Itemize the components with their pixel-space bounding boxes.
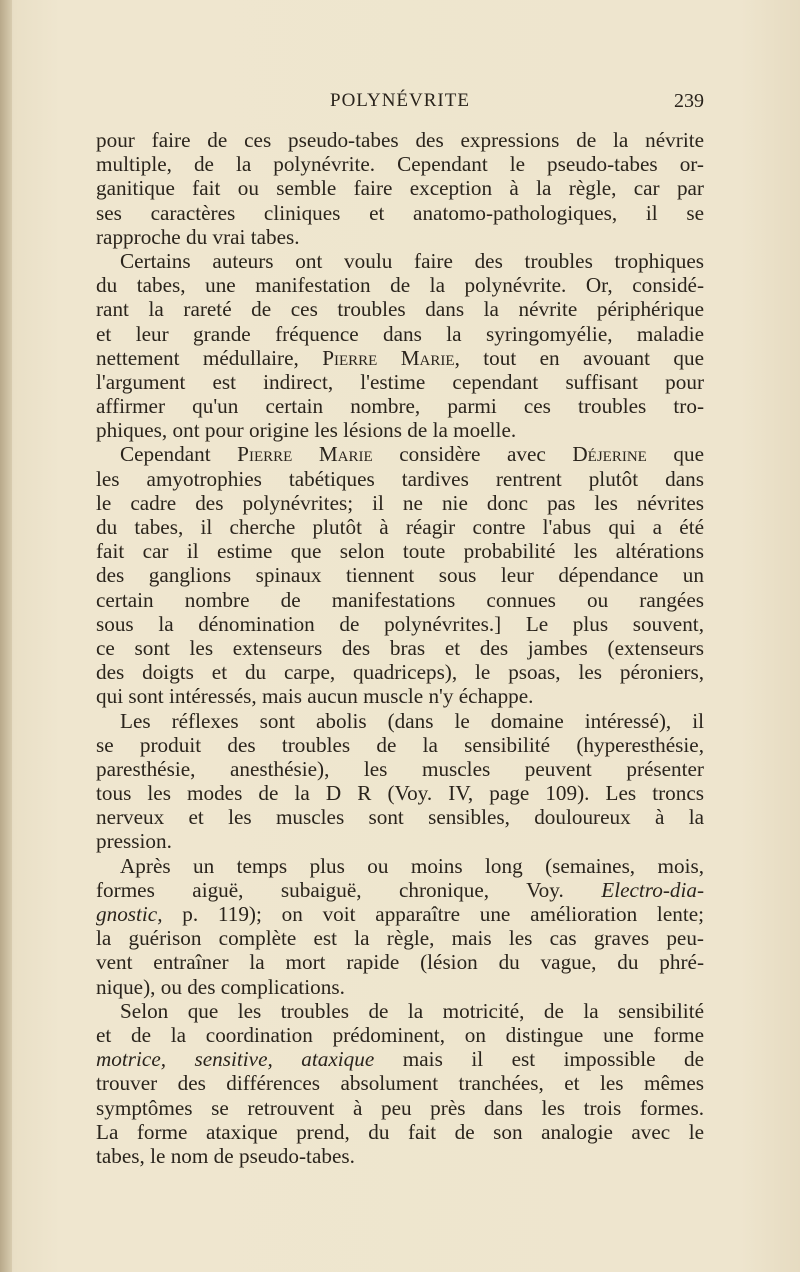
text-line: pression. <box>96 829 172 854</box>
text-line: les amyotrophies tabétiques tardives rentrent plutôt dans <box>96 466 704 491</box>
form-names: motrice, sensitive, ataxique <box>96 1047 375 1072</box>
reference-title: gnostic, <box>96 902 163 926</box>
text-line: La forme ataxique prend, du fait de son analogie avec le <box>96 1119 704 1144</box>
text-line: Selon que les troubles de la motricité, de la sensibilité <box>120 998 704 1023</box>
text-line: ce sont les extenseurs des bras et des jambes (extenseurs <box>96 635 704 660</box>
text-line: qui sont intéressés, mais aucun muscle n'y échappe. <box>96 684 534 709</box>
text-line: fait car il estime que selon toute probabilité les altérations <box>96 539 704 564</box>
page-number: 239 <box>674 90 704 112</box>
text-line: formes aiguë, subaiguë, chronique, Voy. Electro-dia- <box>96 877 705 902</box>
text-line: vent entraîner la mort rapide (lésion du vague, du phré- <box>96 950 704 975</box>
text-line: certain nombre de manifestations connues ou rangées <box>96 587 704 612</box>
running-title: POLYNÉVRITE <box>330 90 470 111</box>
text-line: ses caractères cliniques et anatomo-pathologiques, il se <box>96 200 704 225</box>
text-line: l'argument est indirect, l'estime cependant suffisant pour <box>96 369 704 394</box>
reference-title: Electro-dia- <box>601 877 705 902</box>
text-line: trouver des différences absolument tranchées, et les mêmes <box>96 1071 704 1096</box>
body-text <box>96 128 704 1168</box>
text-line: des doigts et du carpe, quadriceps), le psoas, les péroniers, <box>96 660 704 685</box>
text-line: le cadre des polynévrites; il ne nie donc pas les névrites <box>96 490 704 515</box>
page-gutter <box>0 0 12 1272</box>
text-line: des ganglions spinaux tiennent sous leur dépendance un <box>96 563 704 588</box>
text-line: et leur grande fréquence dans la syringomyélie, maladie <box>96 321 704 346</box>
text-line: sous la dénomination de polynévrites.] Le plus souvent, <box>96 611 704 636</box>
text-line: nerveux et les muscles sont sensibles, douloureux à la <box>96 805 704 830</box>
text-line: symptômes se retrouvent à peu près dans les trois formes. <box>96 1095 704 1120</box>
text-line: Les réflexes sont abolis (dans le domaine intéressé), il <box>120 708 704 733</box>
text-line: affirmer qu'un certain nombre, parmi ces troubles tro- <box>96 394 704 419</box>
text-line: rapproche du vrai tabes. <box>96 224 300 249</box>
author-name: Pierre Marie <box>237 442 373 467</box>
page-header <box>96 90 704 118</box>
text-line: multiple, de la polynévrite. Cependant le pseudo-tabes or- <box>96 152 704 177</box>
text-line: du tabes, il cherche plutôt à réagir contre l'abus qui a été <box>96 515 704 539</box>
text-line: se produit des troubles de la sensibilité (hyperesthésie, <box>96 732 704 757</box>
text-line: nettement médullaire, Pierre Marie, tout en avouant que <box>96 345 705 370</box>
text-line: Après un temps plus ou moins long (semaines, mois, <box>120 853 704 878</box>
author-name: Pierre Marie <box>322 345 455 370</box>
text-line: tous les modes de la D R (Voy. IV, page 109). Les troncs <box>96 781 704 806</box>
text-line: du tabes, une manifestation de la polynévrite. Or, considé- <box>96 273 704 298</box>
author-name: Déjerine <box>572 442 647 467</box>
text-line: et de la coordination prédominent, on distingue une forme <box>96 1022 704 1047</box>
text-line: ganitique fait ou semble faire exception à la règle, car par <box>96 176 704 201</box>
text-line: Certains auteurs ont voulu faire des troubles trophiques <box>120 248 704 273</box>
text-line: la guérison complète est la règle, mais les cas graves peu- <box>96 926 704 951</box>
text-line: paresthésie, anesthésie), les muscles peuvent présenter <box>96 756 704 781</box>
text-line: pour faire de ces pseudo-tabes des expressions de la névrite <box>96 128 704 152</box>
text-line: rant la rareté de ces troubles dans la névrite périphérique <box>96 297 704 322</box>
text-line: tabes, le nom de pseudo-tabes. <box>96 1143 355 1168</box>
text-line: nique), ou des complications. <box>96 974 345 999</box>
text-line: motrice, sensitive, ataxique mais il est impossible de <box>96 1047 705 1072</box>
text-line: gnostic, p. 119); on voit apparaître une amélioration lente; <box>96 902 704 926</box>
text-line: Cependant Pierre Marie considère avec Déjerine que <box>120 442 704 467</box>
text-line: phiques, ont pour origine les lésions de la moelle. <box>96 418 517 443</box>
